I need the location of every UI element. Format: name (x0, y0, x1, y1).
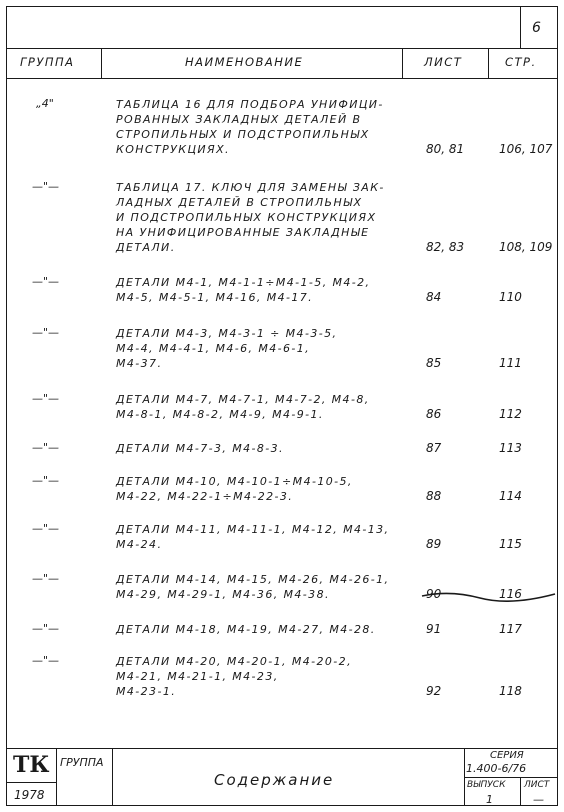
row-page: 112 (499, 407, 522, 421)
row-group: —"— (32, 572, 60, 585)
col-divider-2 (402, 48, 403, 78)
description-line: ДЕТАЛИ М4-20, М4-20-1, М4-20-2, (116, 655, 352, 668)
row-sheet: 88 (426, 489, 442, 503)
description-line: М4-5, М4-5-1, М4-16, М4-17. (116, 291, 314, 304)
description-line: М4-21, М4-21-1, М4-23, (116, 670, 279, 683)
sheet-value: — (533, 793, 544, 806)
pen-scribble (420, 586, 560, 616)
row-page: 118 (499, 684, 522, 698)
row-sheet: 87 (426, 441, 442, 455)
row-description (116, 572, 389, 602)
row-page: 115 (499, 537, 522, 551)
stamp-group-label: ГРУППА (60, 756, 104, 769)
row-group: —"— (32, 654, 60, 667)
stamp-divider-1 (56, 748, 57, 806)
row-sheet: 89 (426, 537, 442, 551)
description-line: ЛАДНЫХ ДЕТАЛЕЙ В СТРОПИЛЬНЫХ (116, 196, 363, 209)
description-line: М4-8-1, М4-8-2, М4-9, М4-9-1. (116, 408, 324, 421)
row-page: 113 (499, 441, 522, 455)
row-description (116, 180, 385, 255)
row-description (116, 622, 376, 637)
description-line: М4-23-1. (116, 685, 177, 698)
row-description (116, 441, 284, 456)
row-group: —"— (32, 522, 60, 535)
description-line: М4-24. (116, 538, 163, 551)
row-sheet: 91 (426, 622, 442, 636)
col-divider-3 (488, 48, 489, 78)
header-sheet: ЛИСТ (424, 55, 463, 69)
description-line: ДЕТАЛИ М4-14, М4-15, М4-26, М4-26-1, (116, 573, 390, 586)
row-group: —"— (32, 622, 60, 635)
header-name: НАИМЕНОВАНИЕ (185, 55, 304, 69)
row-page: 116 (499, 587, 522, 601)
row-sheet: 90 (426, 587, 442, 601)
page-number: 6 (532, 20, 541, 36)
col-divider-1 (101, 48, 102, 78)
row-page: 117 (499, 622, 522, 636)
row-page: 110 (499, 290, 522, 304)
stamp-divider-2 (112, 748, 113, 806)
page-number-divider (520, 6, 521, 48)
row-sheet: 80, 81 (426, 142, 465, 156)
row-description (116, 97, 384, 157)
row-group: —"— (32, 392, 60, 405)
stamp-logo-line (6, 782, 56, 783)
description-line: ДЕТАЛИ М4-1, М4-1-1÷М4-1-5, М4-2, (116, 276, 371, 289)
description-line: М4-37. (116, 357, 163, 370)
series-label: СЕРИЯ (490, 750, 524, 761)
description-line: ДЕТАЛИ М4-7-3, М4-8-3. (116, 442, 284, 455)
description-line: ДЕТАЛИ М4-3, М4-3-1 ÷ М4-3-5, (116, 327, 338, 340)
description-line: НА УНИФИЦИРОВАННЫЕ ЗАКЛАДНЫЕ (116, 226, 370, 239)
description-line: ДЕТАЛИ М4-10, М4-10-1÷М4-10-5, (116, 475, 353, 488)
row-page: 111 (499, 356, 522, 370)
row-description (116, 392, 370, 422)
description-line: ДЕТАЛИ М4-18, М4-19, М4-27, М4-28. (116, 623, 376, 636)
row-description (116, 522, 389, 552)
description-line: КОНСТРУКЦИЯХ. (116, 143, 230, 156)
description-line: СТРОПИЛЬНЫХ И ПОДСТРОПИЛЬНЫХ (116, 128, 370, 141)
issue-value: 1 (486, 793, 493, 806)
tk-logo: ТК (13, 752, 50, 778)
row-group: —"— (32, 441, 60, 454)
row-description (116, 654, 352, 699)
description-line: М4-29, М4-29-1, М4-36, М4-38. (116, 588, 330, 601)
issue-label: ВЫПУСК (467, 780, 506, 790)
row-group: —"— (32, 326, 60, 339)
row-description (116, 275, 370, 305)
row-sheet: 85 (426, 356, 442, 370)
description-line: ТАБЛИЦА 16 ДЛЯ ПОДБОРА УНИФИЦИ- (116, 98, 384, 111)
row-description (116, 474, 353, 504)
description-line: М4-4, М4-4-1, М4-6, М4-6-1, (116, 342, 311, 355)
description-line: ДЕТАЛИ М4-7, М4-7-1, М4-7-2, М4-8, (116, 393, 370, 406)
header-bottom-line (6, 78, 558, 79)
stamp-top-line (6, 748, 558, 749)
row-sheet: 82, 83 (426, 240, 465, 254)
row-group: —"— (32, 275, 60, 288)
sheet-label: ЛИСТ (524, 780, 550, 790)
stamp-divider-4 (520, 777, 521, 806)
row-page: 106, 107 (499, 142, 553, 156)
stamp-right-mid-line (464, 777, 558, 778)
row-description (116, 326, 337, 371)
description-line: И ПОДСТРОПИЛЬНЫХ КОНСТРУКЦИЯХ (116, 211, 377, 224)
description-line: ДЕТАЛИ. (116, 241, 176, 254)
row-page: 114 (499, 489, 522, 503)
header-top-line (6, 48, 558, 49)
row-group: „4" (36, 97, 54, 110)
row-sheet: 86 (426, 407, 442, 421)
description-line: РОВАННЫХ ЗАКЛАДНЫХ ДЕТАЛЕЙ В (116, 113, 362, 126)
series-value: 1.400-6/76 (466, 762, 527, 775)
row-group: —"— (32, 180, 60, 193)
row-group: —"— (32, 474, 60, 487)
header-group: ГРУППА (20, 55, 75, 69)
row-page: 108, 109 (499, 240, 553, 254)
description-line: ДЕТАЛИ М4-11, М4-11-1, М4-12, М4-13, (116, 523, 390, 536)
description-line: М4-22, М4-22-1÷М4-22-3. (116, 490, 294, 503)
description-line: ТАБЛИЦА 17. КЛЮЧ ДЛЯ ЗАМЕНЫ ЗАК- (116, 181, 385, 194)
header-page: СТР. (505, 55, 537, 69)
row-sheet: 92 (426, 684, 442, 698)
stamp-title: Содержание (214, 771, 335, 789)
row-sheet: 84 (426, 290, 442, 304)
stamp-year: 1978 (14, 788, 45, 802)
